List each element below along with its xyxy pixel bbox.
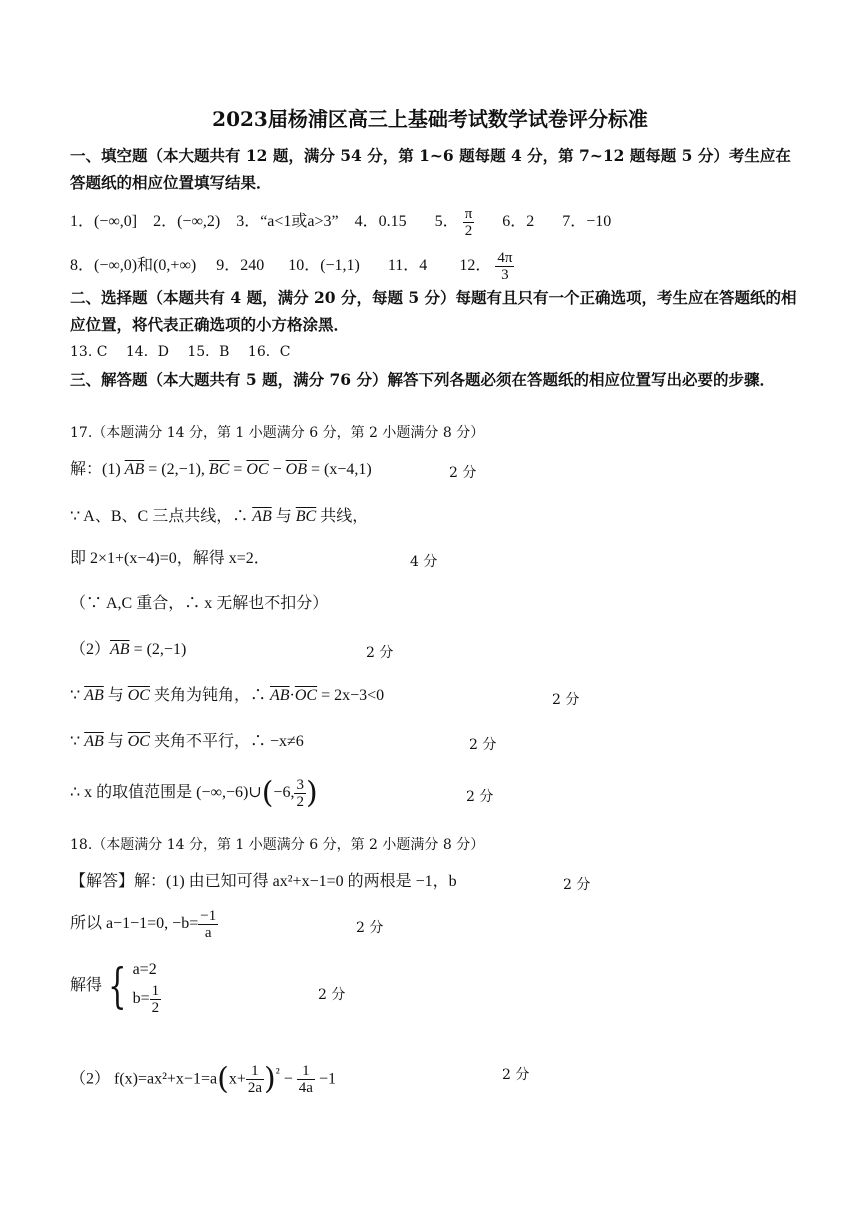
answer-7: 7．−10 <box>562 213 612 231</box>
answer-8: 8．(−∞,0)和(0,+∞) <box>70 257 197 275</box>
q17-part2-step3: ∵ $\overline{AB}$ 与 $\overline{OC}$ 夹角不平行，∴ −x≠6 <box>70 733 304 750</box>
page-title: 2023届杨浦区高三上基础考试数学试卷评分标准 <box>212 107 648 131</box>
q17-part2-step2: ∵ $\overline{AB}$ 与 $\overline{OC}$ 夹角为钝角，∴ $\overline{AB}\cdot\overline{OC} = 2x-3<0$ <box>70 687 385 704</box>
q18-step3-score: 2 分 <box>318 987 346 1003</box>
q18-step3: 解得 { a=2 b= $\frac{1}{2}$ <box>70 958 160 1016</box>
answer-3: 3．“a<1或a>3” <box>236 213 339 231</box>
q17-step1-score: 2 分 <box>449 465 477 481</box>
answer-5-label: 5． <box>434 213 459 231</box>
answer-12-fraction: $\frac{4\pi}{3}$ <box>497 250 513 283</box>
answer-4: 4．0.15 <box>354 213 407 231</box>
q17-step2: ∵ A、B、C 三点共线，∴ $\overline{AB}$ 与 $\overline{BC}$ 共线， <box>70 508 369 525</box>
q18-step1-score: 2 分 <box>563 877 591 893</box>
q18-step1: 【解答】解：(1) 由已知可得 ax²+x−1=0 的两根是 −1，b <box>70 873 457 890</box>
fill-answers-row2 <box>70 250 514 283</box>
section3-heading: 三、解答题（本大题共有 5 题，满分 76 分）解答下列各题必须在答题纸的相应位置写出必要的步骤． <box>70 370 775 389</box>
q17-part2-step1: $(2)\overline{AB} = (2,-1)$ <box>70 641 187 658</box>
section1-heading: 一、填空题（本大题共有 12 题，满分 54 分，第 1~6 题每题 4 分，第 7~12 题每题 5 分）考生应在答题纸的相应位置填写结果． <box>70 146 791 192</box>
q18-step2: 所以 a−1−1=0, −b= $\frac{-1}{a}$ <box>70 907 217 941</box>
section2-heading: 二、选择题（本题共有 4 题，满分 20 分，每题 5 分）每题有且只有一个正确选项，考生应在答题纸的相应位置，将代表正确选项的小方格涂黑． <box>70 288 797 334</box>
q17-header: 17.（本题满分 14 分，第 1 小题满分 6 分，第 2 小题满分 8 分） <box>70 425 485 441</box>
q18-step2-score: 2 分 <box>356 920 384 936</box>
fill-answers-row1 <box>70 206 611 239</box>
answer-11: 11．4 <box>387 257 428 275</box>
answer-2: 2．(−∞,2) <box>153 213 221 231</box>
q17-part2-step3-score: 2 分 <box>469 737 497 753</box>
q17-part2-step2-score: 2 分 <box>552 692 580 708</box>
answer-12-label: 12． <box>459 257 492 275</box>
q17-note: （∵ A,C 重合，∴ x 无解也不扣分） <box>70 595 329 612</box>
q18-header: 18.（本题满分 14 分，第 1 小题满分 6 分，第 2 小题满分 8 分） <box>70 837 485 853</box>
choice-answers: 13. C 14．D 15．B 16．C <box>70 344 291 360</box>
q18-part2-step1: （2） f(x)=ax²+x−1=a(x+ $\frac{1}{2a}$ )$^{^2}$ − $\frac{1}{4a}$ −1 <box>70 1061 336 1097</box>
q17-part2-step4: ∴ x 的取值范围是 (−∞,−6)∪(−6, $\frac{3}{2}$ ) <box>70 775 318 811</box>
answer-5-fraction: $\frac{\pi}{2}$ <box>464 206 473 239</box>
q17-step1: 解：(1) $\overline{AB} = (2,-1)$, $\overline{BC} = \overline{OC} - \overline{OB} = (x-4,1)$ <box>70 461 372 478</box>
q17-step3: 即 2×1+(x−4)=0，解得 x=2． <box>70 550 270 567</box>
q17-part2-step4-score: 2 分 <box>466 789 494 805</box>
q17-part2-step1-score: 2 分 <box>366 645 394 661</box>
answer-6: 6．2 <box>502 213 535 231</box>
answer-1: 1．(−∞,0] <box>70 213 138 231</box>
answer-10: 10．(−1,1) <box>288 257 360 275</box>
q17-step3-score: 4 分 <box>410 554 438 570</box>
q18-part2-step1-score: 2 分 <box>502 1067 530 1083</box>
answer-9: 9．240 <box>216 257 265 275</box>
